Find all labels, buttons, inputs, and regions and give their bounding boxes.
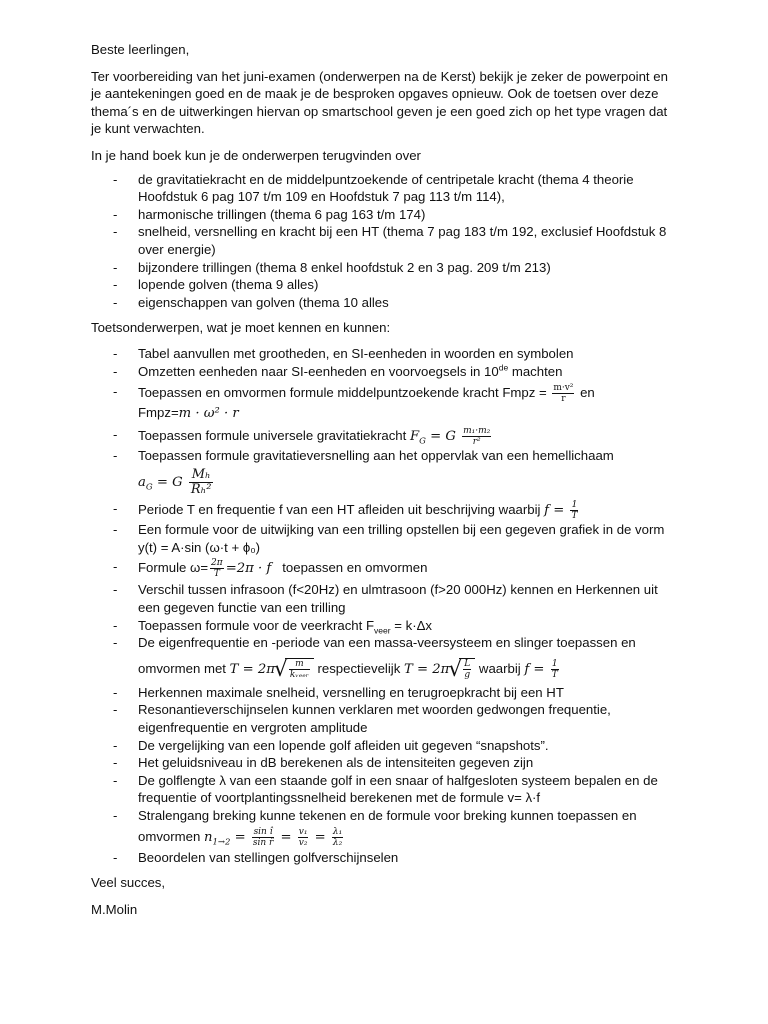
test-topic-item: - Resonantieverschijnselen kunnen verklaren met woorden gedwongen frequentie, eigenfrequentie en vergroten amplitude (91, 701, 681, 736)
pendulum-period-root: √ $\frac{L}{g}$ (450, 658, 475, 681)
book-topic-item: - lopende golven (thema 9 alles) (91, 276, 681, 294)
test-topic-item: - Herkennen maximale snelheid, versnelling en terugroepkracht bij een HT (91, 684, 681, 702)
book-topic-item: - de gravitatiekracht en de middelpuntzoekende of centripetale kracht (thema 4 theorie Hoofdstuk 6 pag 107 t/m 109 en Hoofdstuk 7 pag 113 t/m 114), (91, 171, 681, 206)
greeting: Beste leerlingen, (91, 42, 190, 57)
centripetal-fraction: $\frac{\text{m·v²}}{r}$ (553, 383, 574, 405)
test-topic-item: - De vergelijking van een lopende golf afleiden uit gegeven “snapshots”. (91, 737, 681, 755)
test-topic-item: - De golflengte λ van een staande golf in een snaar of halfgesloten systeem bepalen en de frequentie of voortplantingssnelheid berekenen met de formule v= λ·f (91, 772, 681, 807)
intro-paragraph: Ter voorbereiding van het juni-examen (onderwerpen na de Kerst) bekijk je zeker de powerpoint en je aantekeningen goed en de maak je de besproken opgaves opnieuw. Ook de toetsen over deze thema´s en de uitwerkingen hiervan op smartschool geven je een goed zich op het type vragen dat je kunt verwachten. (91, 68, 668, 137)
closing: Veel succes, (91, 875, 166, 891)
test-intro: Toetsonderwerpen, wat je moet kennen en kunnen: (91, 320, 391, 336)
book-intro: In je hand boek kun je de onderwerpen terugvinden over (91, 147, 421, 163)
book-topic-item: - bijzondere trillingen (thema 8 enkel hoofdstuk 2 en 3 pag. 209 t/m 213) (91, 259, 681, 277)
test-topic-item: - Tabel aanvullen met grootheden, en SI-eenheden in woorden en symbolen (91, 345, 681, 363)
book-topic-list (91, 171, 681, 312)
gravity-acceleration-formula: $a_G = G$ $\frac{\text{Mₕ}}{\text{Rₕ²}}$ (138, 467, 212, 498)
test-topic-item: - Beoordelen van stellingen golfverschijnselen (91, 849, 681, 867)
test-topic-item: - Toepassen formule voor de veerkracht $F_{veer} = k\cdot\Delta x$ (91, 617, 681, 635)
snell-fraction: $\frac{\text{sin î}}{\text{sin r̂}}$ (252, 826, 274, 848)
test-topic-item: - Stralengang breking kunne tekenen en de formule voor breking kunnen toepassen en omvormen $n_{1\to 2}$ = $\frac{\text{sin î}}{\text{sin r̂}}$ = $\frac{\text{v₁}}{\text{v₂}}$ = $\frac{\text{λ₁}}{\text{λ₂}}$ (91, 807, 681, 849)
test-topic-item: - De eigenfrequentie en -periode van een massa-veersysteem en slinger toepassen en omvormen met T = 2π √ $\frac{m}{\text{kᵥₑₑᵣ}}$ respectievelijk T = 2π √ $\frac{L}{g}$ waarbij f = $\frac{1}{T}$ (91, 634, 681, 684)
test-topic-item: - Toepassen formule gravitatieversnelling aan het oppervlak van een hemellichaam $a_G = G$ $\frac{\text{Mₕ}}{\text{Rₕ²}}$ (91, 447, 681, 500)
book-topic-item: - harmonische trillingen (thema 6 pag 163 t/m 174) (91, 206, 681, 224)
gravitation-fraction: $\frac{\text{m₁·m₂}}{\text{r²}}$ (463, 425, 491, 447)
test-topic-item: - Omzetten eenheden naar SI-eenheden en voorvoegsels in 10de machten (91, 363, 681, 381)
signature: M.Molin (91, 901, 138, 917)
test-topic-item: - Periode T en frequentie f van een HT afleiden uit beschrijving waarbij f = $\frac{1}{T}$ (91, 500, 681, 521)
test-topic-item: - Toepassen formule universele gravitatiekracht $F_G = G$ $\frac{\text{m₁·m₂}}{\text{r²}}$ (91, 426, 681, 447)
test-topic-item: - Een formule voor de uitwijking van een trilling opstellen bij een gegeven grafiek in de vorm y(t) = A·sin (ω·t + ϕ₀) (91, 521, 681, 556)
test-topic-item: - Formule ω= $\frac{2\pi}{T}$ =2π · f toepassen en omvormen (91, 558, 681, 579)
book-topic-item: - eigenschappen van golven (thema 10 alles (91, 294, 681, 312)
test-topic-item: - Toepassen en omvormen formule middelpuntzoekende kracht Fmpz = $\frac{\text{m·v²}}{r}$ en Fmpz=m · ω² · r (91, 383, 681, 423)
test-topic-item: - Verschil tussen infrasoon (f<20Hz) en ulmtrasoon (f>20 000Hz) kennen en Herkennen uit een gegeven functie van een trilling (91, 581, 681, 616)
spring-period-root: √ $\frac{m}{\text{kᵥₑₑᵣ}}$ (276, 658, 314, 681)
book-topic-item: - snelheid, versnelling en kracht bij een HT (thema 7 pag 183 t/m 192, exclusief Hoofdstuk 8 over energie) (91, 223, 681, 258)
letter-page (91, 41, 681, 927)
test-topic-item: - Het geluidsniveau in dB berekenen als de intensiteiten gegeven zijn (91, 754, 681, 772)
test-topic-list (91, 345, 681, 866)
